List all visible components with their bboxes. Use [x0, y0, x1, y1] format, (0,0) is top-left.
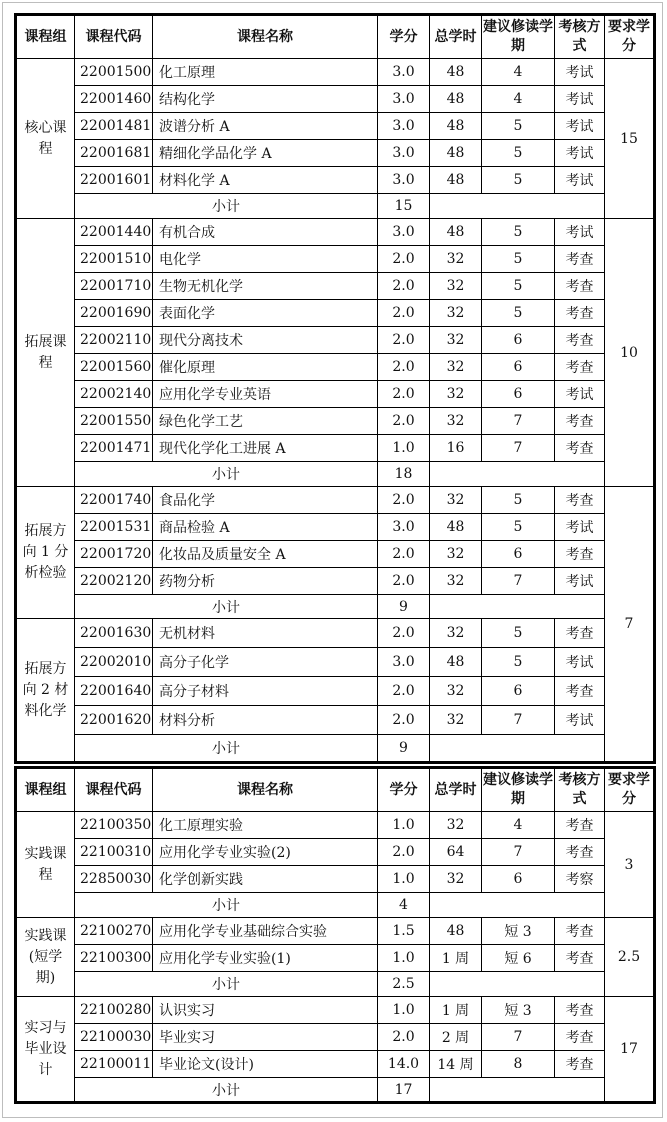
table-row	[16, 541, 655, 568]
course-hours: 48	[430, 648, 482, 677]
header-credit: 学分	[378, 768, 430, 812]
course-exam: 考查	[555, 435, 605, 462]
course-name: 绿色化学工艺	[153, 408, 378, 435]
table-row	[16, 167, 655, 194]
header-hours: 总学时	[430, 15, 482, 59]
course-exam: 考查	[555, 619, 605, 648]
course-semester: 7	[482, 408, 555, 435]
course-code: 22001481	[75, 113, 153, 140]
header-semester: 建议修读学期	[482, 768, 555, 812]
subtotal-row	[16, 595, 655, 619]
course-exam: 考试	[555, 167, 605, 194]
course-name: 认识实习	[153, 997, 378, 1024]
course-name: 材料化学 A	[153, 167, 378, 194]
course-name: 电化学	[153, 246, 378, 273]
subtotal-empty	[430, 194, 605, 219]
table-row	[16, 1024, 655, 1051]
course-semester: 6	[482, 866, 555, 893]
course-code: 22001471	[75, 435, 153, 462]
course-hours: 32	[430, 381, 482, 408]
subtotal-label: 小计	[75, 194, 378, 219]
subtotal-empty	[430, 972, 605, 997]
table-row	[16, 140, 655, 167]
course-credit: 2.0	[378, 568, 430, 595]
course-hours: 48	[430, 167, 482, 194]
course-group-cell: 实习与毕业设计	[16, 997, 75, 1103]
course-exam: 考查	[555, 541, 605, 568]
course-hours: 14 周	[430, 1051, 482, 1078]
course-hours: 64	[430, 839, 482, 866]
course-name: 波谱分析 A	[153, 113, 378, 140]
course-exam: 考查	[555, 997, 605, 1024]
course-exam: 考试	[555, 140, 605, 167]
course-hours: 32	[430, 487, 482, 514]
course-semester: 4	[482, 86, 555, 113]
course-name: 食品化学	[153, 487, 378, 514]
table-row	[16, 839, 655, 866]
course-code: 22002140	[75, 381, 153, 408]
header-semester: 建议修读学期	[482, 15, 555, 59]
subtotal-label: 小计	[75, 735, 378, 763]
course-semester: 5	[482, 514, 555, 541]
course-semester: 6	[482, 381, 555, 408]
table-row	[16, 408, 655, 435]
course-exam: 考察	[555, 866, 605, 893]
course-semester: 6	[482, 327, 555, 354]
course-name: 高分子材料	[153, 677, 378, 706]
course-credit: 2.0	[378, 487, 430, 514]
subtotal-empty	[430, 893, 605, 918]
table-row	[16, 677, 655, 706]
course-hours: 1 周	[430, 945, 482, 972]
course-credit: 2.0	[378, 273, 430, 300]
table-row	[16, 812, 655, 839]
table-row	[16, 706, 655, 735]
course-code: 22100270	[75, 918, 153, 945]
course-name: 结构化学	[153, 86, 378, 113]
course-semester: 5	[482, 113, 555, 140]
course-name: 药物分析	[153, 568, 378, 595]
course-credit: 1.0	[378, 435, 430, 462]
course-credit: 3.0	[378, 648, 430, 677]
course-credit: 1.5	[378, 918, 430, 945]
course-exam: 考试	[555, 381, 605, 408]
subtotal-row	[16, 462, 655, 487]
header-group: 课程组	[16, 15, 75, 59]
course-exam: 考查	[555, 300, 605, 327]
course-name: 毕业实习	[153, 1024, 378, 1051]
subtotal-empty	[430, 735, 605, 763]
course-exam: 考试	[555, 86, 605, 113]
header-row	[16, 15, 655, 59]
required-credits: 2.5	[605, 918, 655, 997]
header-group: 课程组	[16, 768, 75, 812]
course-credit: 3.0	[378, 86, 430, 113]
course-hours: 2 周	[430, 1024, 482, 1051]
subtotal-label: 小计	[75, 972, 378, 997]
subtotal-label: 小计	[75, 1078, 378, 1103]
course-credit: 2.0	[378, 1024, 430, 1051]
course-hours: 48	[430, 140, 482, 167]
course-hours: 32	[430, 568, 482, 595]
course-exam: 考查	[555, 1024, 605, 1051]
course-semester: 5	[482, 619, 555, 648]
course-name: 化学创新实践	[153, 866, 378, 893]
course-exam: 考试	[555, 568, 605, 595]
course-name: 材料分析	[153, 706, 378, 735]
course-semester: 6	[482, 677, 555, 706]
course-hours: 32	[430, 408, 482, 435]
course-exam: 考查	[555, 945, 605, 972]
course-hours: 32	[430, 541, 482, 568]
course-name: 应用化学专业基础综合实验	[153, 918, 378, 945]
table-row	[16, 945, 655, 972]
course-semester: 5	[482, 219, 555, 246]
course-code: 22001681	[75, 140, 153, 167]
course-semester: 7	[482, 1024, 555, 1051]
table-row	[16, 514, 655, 541]
course-group-cell: 拓展方向 2 材料化学	[16, 619, 75, 763]
course-semester: 4	[482, 59, 555, 86]
course-credit: 3.0	[378, 514, 430, 541]
table-row	[16, 381, 655, 408]
course-code: 22001620	[75, 706, 153, 735]
course-name: 现代化学化工进展 A	[153, 435, 378, 462]
course-credit: 1.0	[378, 997, 430, 1024]
course-credit: 2.0	[378, 300, 430, 327]
course-name: 化妆品及质量安全 A	[153, 541, 378, 568]
course-name: 毕业论文(设计)	[153, 1051, 378, 1078]
table-row	[16, 568, 655, 595]
course-exam: 考查	[555, 327, 605, 354]
course-credit: 2.0	[378, 541, 430, 568]
course-code: 22001460	[75, 86, 153, 113]
course-exam: 考查	[555, 918, 605, 945]
course-credit: 3.0	[378, 113, 430, 140]
table-row	[16, 648, 655, 677]
course-exam: 考查	[555, 1051, 605, 1078]
subtotal-row	[16, 893, 655, 918]
course-code: 22001601	[75, 167, 153, 194]
course-hours: 48	[430, 59, 482, 86]
course-credit: 3.0	[378, 167, 430, 194]
header-name: 课程名称	[153, 15, 378, 59]
header-code: 课程代码	[75, 15, 153, 59]
course-name: 化工原理	[153, 59, 378, 86]
subtotal-value: 15	[378, 194, 430, 219]
course-name: 商品检验 A	[153, 514, 378, 541]
table-row	[16, 1051, 655, 1078]
course-code: 22100030	[75, 1024, 153, 1051]
subtotal-label: 小计	[75, 595, 378, 619]
subtotal-value: 17	[378, 1078, 430, 1103]
course-exam: 考试	[555, 648, 605, 677]
course-credit: 2.0	[378, 677, 430, 706]
table-row	[16, 300, 655, 327]
course-credit: 3.0	[378, 59, 430, 86]
course-exam: 考试	[555, 514, 605, 541]
course-hours: 32	[430, 354, 482, 381]
course-exam: 考查	[555, 273, 605, 300]
subtotal-empty	[430, 595, 605, 619]
table-row	[16, 59, 655, 86]
header-exam: 考核方式	[555, 768, 605, 812]
course-group-cell: 核心课程	[16, 59, 75, 219]
subtotal-empty	[430, 462, 605, 487]
subtotal-label: 小计	[75, 462, 378, 487]
course-exam: 考查	[555, 812, 605, 839]
required-credits: 10	[605, 219, 655, 487]
course-code: 22001560	[75, 354, 153, 381]
table-row	[16, 327, 655, 354]
table-row	[16, 918, 655, 945]
header-credit: 学分	[378, 15, 430, 59]
course-code: 22001630	[75, 619, 153, 648]
course-credit: 2.0	[378, 706, 430, 735]
course-semester: 5	[482, 140, 555, 167]
course-hours: 16	[430, 435, 482, 462]
course-credit: 2.0	[378, 327, 430, 354]
course-semester: 7	[482, 435, 555, 462]
course-hours: 1 周	[430, 997, 482, 1024]
course-exam: 考查	[555, 677, 605, 706]
course-credit: 2.0	[378, 381, 430, 408]
course-group-cell: 实践课(短学期)	[16, 918, 75, 997]
course-credit: 2.0	[378, 354, 430, 381]
subtotal-row	[16, 735, 655, 763]
course-code: 22001500	[75, 59, 153, 86]
course-exam: 考试	[555, 113, 605, 140]
course-credit: 1.0	[378, 945, 430, 972]
course-semester: 5	[482, 648, 555, 677]
course-exam: 考查	[555, 839, 605, 866]
course-exam: 考试	[555, 59, 605, 86]
course-exam: 考试	[555, 219, 605, 246]
table-row	[16, 219, 655, 246]
course-hours: 48	[430, 918, 482, 945]
course-code: 22100350	[75, 812, 153, 839]
course-hours: 32	[430, 619, 482, 648]
course-group-cell: 实践课程	[16, 812, 75, 918]
header-required: 要求学分	[605, 768, 655, 812]
course-code: 22001720	[75, 541, 153, 568]
table-row	[16, 619, 655, 648]
course-hours: 48	[430, 86, 482, 113]
required-credits: 7	[605, 487, 655, 763]
header-code: 课程代码	[75, 768, 153, 812]
course-group-cell: 拓展课程	[16, 219, 75, 487]
table-row	[16, 113, 655, 140]
course-name: 应用化学专业英语	[153, 381, 378, 408]
course-semester: 5	[482, 273, 555, 300]
course-semester: 4	[482, 812, 555, 839]
required-credits: 3	[605, 812, 655, 918]
course-credit: 2.0	[378, 408, 430, 435]
curriculum-table-2	[14, 766, 656, 1104]
course-hours: 32	[430, 706, 482, 735]
course-semester: 5	[482, 246, 555, 273]
table-row	[16, 86, 655, 113]
table-row	[16, 354, 655, 381]
header-exam: 考核方式	[555, 15, 605, 59]
course-code: 22002010	[75, 648, 153, 677]
course-exam: 考查	[555, 354, 605, 381]
curriculum-table-1	[14, 13, 656, 764]
course-name: 现代分离技术	[153, 327, 378, 354]
course-semester: 7	[482, 706, 555, 735]
course-exam: 考查	[555, 408, 605, 435]
required-credits: 17	[605, 997, 655, 1103]
table-row	[16, 487, 655, 514]
table-row	[16, 246, 655, 273]
course-hours: 32	[430, 273, 482, 300]
course-code: 22001531	[75, 514, 153, 541]
table-row	[16, 866, 655, 893]
course-semester: 6	[482, 354, 555, 381]
subtotal-value: 9	[378, 595, 430, 619]
course-code: 22002110	[75, 327, 153, 354]
course-name: 催化原理	[153, 354, 378, 381]
course-code: 22002120	[75, 568, 153, 595]
header-name: 课程名称	[153, 768, 378, 812]
table-row	[16, 997, 655, 1024]
course-credit: 2.0	[378, 619, 430, 648]
course-code: 22001640	[75, 677, 153, 706]
course-code: 22001710	[75, 273, 153, 300]
course-name: 高分子化学	[153, 648, 378, 677]
course-hours: 48	[430, 113, 482, 140]
course-credit: 2.0	[378, 839, 430, 866]
course-hours: 32	[430, 327, 482, 354]
course-semester: 5	[482, 300, 555, 327]
course-semester: 短 6	[482, 945, 555, 972]
course-hours: 32	[430, 866, 482, 893]
course-semester: 短 3	[482, 997, 555, 1024]
course-code: 22100011	[75, 1051, 153, 1078]
course-semester: 6	[482, 541, 555, 568]
course-semester: 短 3	[482, 918, 555, 945]
subtotal-row	[16, 972, 655, 997]
course-exam: 考查	[555, 246, 605, 273]
course-credit: 3.0	[378, 219, 430, 246]
course-name: 生物无机化学	[153, 273, 378, 300]
subtotal-value: 18	[378, 462, 430, 487]
header-hours: 总学时	[430, 768, 482, 812]
course-semester: 7	[482, 568, 555, 595]
course-code: 22001510	[75, 246, 153, 273]
course-name: 精细化学品化学 A	[153, 140, 378, 167]
course-hours: 48	[430, 219, 482, 246]
course-hours: 32	[430, 812, 482, 839]
subtotal-value: 2.5	[378, 972, 430, 997]
course-name: 应用化学专业实验(1)	[153, 945, 378, 972]
course-exam: 考试	[555, 706, 605, 735]
course-code: 22001690	[75, 300, 153, 327]
course-hours: 32	[430, 677, 482, 706]
course-code: 22850030	[75, 866, 153, 893]
course-code: 22001740	[75, 487, 153, 514]
course-name: 应用化学专业实验(2)	[153, 839, 378, 866]
header-required: 要求学分	[605, 15, 655, 59]
course-credit: 14.0	[378, 1051, 430, 1078]
course-credit: 1.0	[378, 812, 430, 839]
course-code: 22100300	[75, 945, 153, 972]
course-credit: 3.0	[378, 140, 430, 167]
course-credit: 2.0	[378, 246, 430, 273]
header-row	[16, 768, 655, 812]
course-code: 22100310	[75, 839, 153, 866]
required-credits: 15	[605, 59, 655, 219]
course-hours: 32	[430, 246, 482, 273]
course-name: 有机合成	[153, 219, 378, 246]
table-row	[16, 273, 655, 300]
course-exam: 考查	[555, 487, 605, 514]
course-code: 22001440	[75, 219, 153, 246]
course-hours: 48	[430, 514, 482, 541]
course-name: 表面化学	[153, 300, 378, 327]
subtotal-row	[16, 194, 655, 219]
course-name: 无机材料	[153, 619, 378, 648]
course-group-cell: 拓展方向 1 分析检验	[16, 487, 75, 619]
course-credit: 1.0	[378, 866, 430, 893]
course-name: 化工原理实验	[153, 812, 378, 839]
course-semester: 5	[482, 167, 555, 194]
subtotal-label: 小计	[75, 893, 378, 918]
course-code: 22100280	[75, 997, 153, 1024]
subtotal-value: 4	[378, 893, 430, 918]
course-code: 22001550	[75, 408, 153, 435]
subtotal-empty	[430, 1078, 605, 1103]
course-semester: 7	[482, 839, 555, 866]
subtotal-row	[16, 1078, 655, 1103]
subtotal-value: 9	[378, 735, 430, 763]
course-semester: 8	[482, 1051, 555, 1078]
table-row	[16, 435, 655, 462]
course-hours: 32	[430, 300, 482, 327]
course-semester: 5	[482, 487, 555, 514]
